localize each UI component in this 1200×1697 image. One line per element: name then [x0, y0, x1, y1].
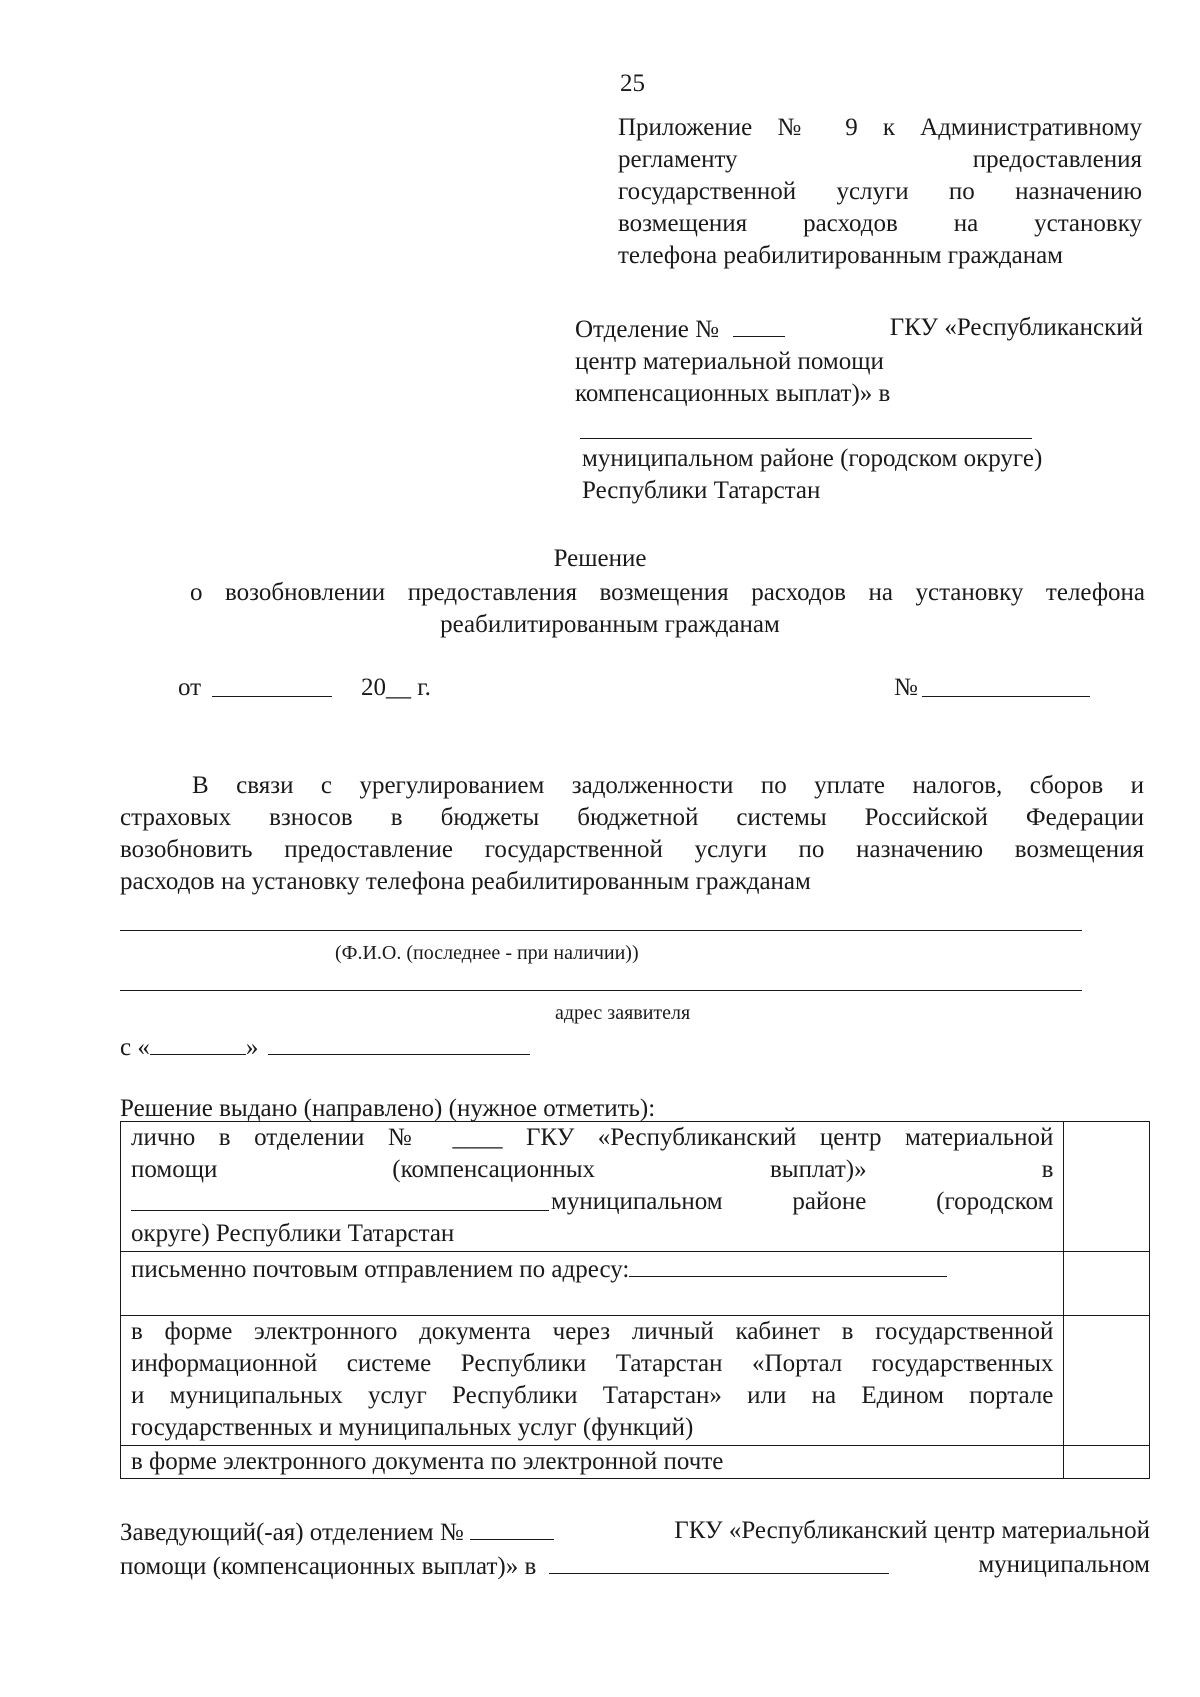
decision-number-label: № [894, 674, 918, 701]
option-line: письменно почтовым отправлением по адресу: [131, 1256, 630, 1283]
department-address [575, 312, 1143, 410]
since-month-blank [268, 1030, 530, 1055]
delivery-option-text [121, 1446, 1064, 1479]
since-day-blank [150, 1030, 246, 1055]
body-line: расходов на установку телефона реабилитированным гражданам [120, 868, 811, 895]
delivery-option-row [121, 1122, 1150, 1252]
department-number-blank [733, 312, 785, 337]
delivery-options-table [120, 1121, 1150, 1479]
option-line [131, 1186, 1053, 1218]
since-prefix: с « [120, 1034, 150, 1061]
since-suffix: » [245, 1034, 259, 1061]
fio-blank-line [120, 930, 1082, 931]
delivery-option-row [121, 1252, 1150, 1316]
option-line: лично в отделении № ____ ГКУ «Республиканский центр материальной [131, 1124, 1054, 1151]
delivery-option-text [121, 1122, 1064, 1252]
delivery-option-checkbox[interactable] [1064, 1316, 1150, 1446]
delivery-option-row [121, 1446, 1150, 1479]
head-org-cont: помощи (компенсационных выплат)» в [120, 1553, 537, 1580]
delivery-option-checkbox[interactable] [1064, 1122, 1150, 1252]
option-district-blank [131, 1186, 549, 1211]
appendix-header [618, 112, 1142, 272]
department-line: компенсационных выплат)» в [575, 380, 891, 407]
since-date-row [120, 1030, 530, 1064]
appendix-line: государственной услуги по назначению [618, 178, 1142, 205]
decision-subtitle: о возобновлении предоставления возмещения расходов на установку телефона [190, 579, 1145, 606]
appendix-line: регламенту предоставления [618, 146, 1142, 173]
decision-number-blank [922, 672, 1090, 697]
district-text [582, 443, 1142, 507]
option-line: и муниципальных услуг Республики Татарстан» или на Едином портале [131, 1382, 1054, 1409]
head-district-blank [549, 1549, 889, 1574]
address-caption: адрес заявителя [555, 1002, 691, 1024]
date-from-label: от [178, 674, 202, 701]
department-line [575, 312, 1143, 346]
district-blank-line [580, 438, 1032, 439]
delivery-option-checkbox[interactable] [1064, 1446, 1150, 1479]
head-line [120, 1549, 1150, 1583]
department-number-label: Отделение № [575, 316, 719, 343]
head-municipal: муниципальном [978, 1551, 1150, 1578]
option-line: государственных и муниципальных услуг (функций) [131, 1414, 694, 1441]
date-year: 20__ г. [361, 674, 431, 701]
fio-caption: (Ф.И.О. (последнее - при наличии)) [335, 942, 639, 964]
head-number-blank [470, 1515, 554, 1540]
date-number-row [178, 672, 1088, 706]
page-number: 25 [620, 70, 645, 97]
district-line: Республики Татарстан [582, 477, 821, 504]
option-line-text: муниципальном районе (городском [551, 1188, 1054, 1215]
decision-title: Решение [553, 545, 647, 572]
body-line: В связи с урегулированием задолженности по уплате налогов, сборов и [192, 772, 1144, 799]
option-line: помощи (компенсационных выплат)» в [131, 1156, 1054, 1183]
district-line: муниципальном районе (городском округе) [582, 445, 1043, 472]
option-line: округе) Республики Татарстан [131, 1220, 455, 1247]
head-line [120, 1515, 1150, 1549]
address-blank-line [120, 990, 1082, 991]
issued-title: Решение выдано (направлено) (нужное отметить): [120, 1095, 656, 1122]
option-line: в форме электронного документа через личный кабинет в государственной [131, 1318, 1054, 1345]
decision-body [120, 770, 1144, 898]
option-line: в форме электронного документа по электронной почте [131, 1448, 724, 1475]
head-signature-block [120, 1515, 1150, 1583]
body-line: страховых взносов в бюджеты бюджетной системы Российской Федерации [120, 804, 1144, 831]
delivery-option-checkbox[interactable] [1064, 1252, 1150, 1316]
delivery-option-text [121, 1252, 1064, 1316]
head-org: ГКУ «Республиканский центр материальной [674, 1517, 1150, 1544]
appendix-line: Приложение № 9 к Административному [618, 114, 1142, 141]
option-address-blank [629, 1252, 947, 1277]
head-title: Заведующий(-ая) отделением № [120, 1519, 464, 1546]
department-line: центр материальной помощи [575, 348, 884, 375]
delivery-option-row [121, 1316, 1150, 1446]
appendix-line: телефона реабилитированным гражданам [618, 242, 1064, 269]
appendix-line: возмещения расходов на установку [618, 210, 1142, 237]
delivery-option-text [121, 1316, 1064, 1446]
body-line: возобновить предоставление государственной услуги по назначению возмещения [120, 836, 1144, 863]
option-line: информационной системе Республики Татарстан «Портал государственных [131, 1350, 1054, 1377]
department-org: ГКУ «Республиканский [889, 314, 1143, 341]
decision-subtitle: реабилитированным гражданам [440, 611, 780, 638]
date-blank [212, 672, 332, 697]
